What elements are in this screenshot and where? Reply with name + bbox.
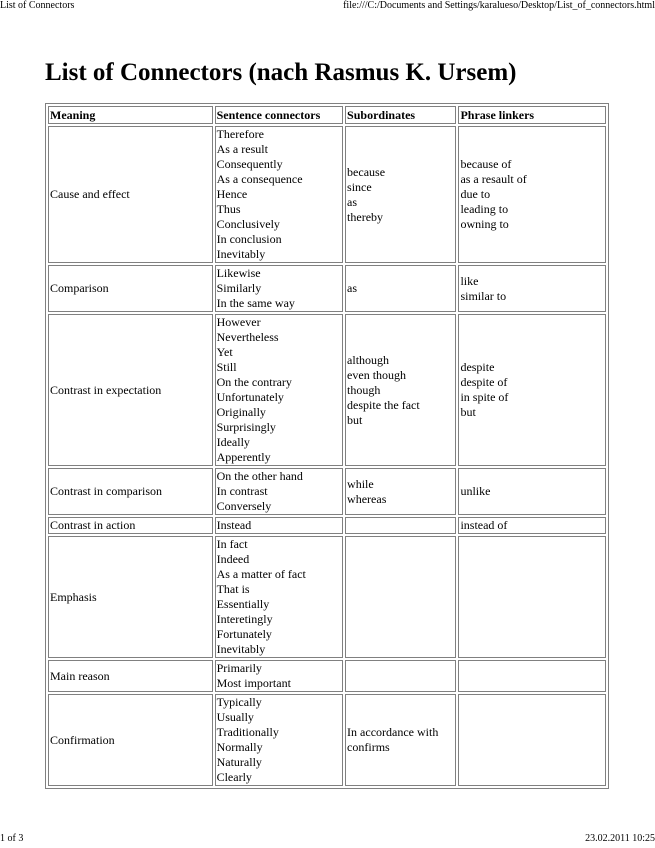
- list-item: Hence: [216, 187, 248, 201]
- print-footer-datetime: 23.02.2011 10:25: [585, 833, 655, 844]
- list-item: In the same way: [216, 296, 295, 310]
- list-item: Fortunately: [216, 627, 272, 641]
- list-item: Therefore: [216, 127, 264, 141]
- list-item: Conversely: [216, 499, 272, 513]
- list-item: Thus: [216, 202, 241, 216]
- list-item: due to: [460, 187, 491, 201]
- cell-meaning: Comparison: [48, 265, 213, 312]
- list-item: Typically: [216, 695, 262, 709]
- cell-phrase-linkers: [458, 694, 606, 786]
- cell-sentence-connectors: [215, 126, 343, 263]
- list-item: On the contrary: [216, 375, 292, 389]
- table-header-row: [48, 106, 606, 124]
- print-header-title: List of Connectors: [0, 0, 75, 11]
- list-item: Ideally: [216, 435, 250, 449]
- list-item: In conclusion: [216, 232, 282, 246]
- list-item: since: [347, 179, 372, 194]
- cell-sentence-connectors: [215, 660, 343, 692]
- list-item: as a resault of: [460, 172, 527, 186]
- list-item: On the other hand: [216, 469, 303, 483]
- list-item: Primarily: [216, 661, 262, 675]
- list-item: thereby: [347, 209, 384, 224]
- list-item: Originally: [216, 405, 266, 419]
- cell-phrase-linkers: [458, 126, 606, 263]
- list-item: Yet: [216, 345, 233, 359]
- list-item: Naturally: [216, 755, 262, 769]
- list-item: Still: [216, 360, 237, 374]
- list-item: but: [347, 412, 363, 427]
- list-item: Usually: [216, 710, 254, 724]
- cell-meaning: Contrast in comparison: [48, 468, 213, 515]
- cell-subordinates: [345, 126, 456, 263]
- list-item: As a consequence: [216, 172, 303, 186]
- list-item: Apperently: [216, 450, 271, 464]
- list-item: while: [347, 476, 374, 491]
- cell-meaning: Emphasis: [48, 536, 213, 658]
- cell-phrase-linkers: [458, 265, 606, 312]
- cell-subordinates: [345, 517, 456, 534]
- list-item: Inevitably: [216, 247, 266, 261]
- cell-sentence-connectors: [215, 536, 343, 658]
- list-item: Surprisingly: [216, 420, 276, 434]
- list-item: Likewise: [216, 266, 261, 280]
- list-item: As a matter of fact: [216, 567, 306, 581]
- cell-phrase-linkers: [458, 517, 606, 534]
- list-item: whereas: [347, 491, 387, 506]
- cell-phrase-linkers: [458, 536, 606, 658]
- cell-sentence-connectors: [215, 694, 343, 786]
- cell-meaning: Cause and effect: [48, 126, 213, 263]
- print-footer-page-number: 1 of 3: [0, 833, 24, 844]
- list-item: Indeed: [216, 552, 250, 566]
- header-meaning: Meaning: [48, 106, 213, 124]
- table-row: [48, 517, 606, 534]
- list-item: Instead: [216, 518, 252, 532]
- list-item: similar to: [460, 288, 507, 303]
- table-row: [48, 660, 606, 692]
- list-item: confirms: [347, 740, 390, 754]
- list-item: because of: [460, 157, 512, 171]
- cell-subordinates: [345, 536, 456, 658]
- list-item: leading to: [460, 202, 509, 216]
- list-item: like: [460, 273, 479, 288]
- list-item: but: [460, 405, 476, 419]
- table-row: [48, 314, 606, 466]
- list-item: Interetingly: [216, 612, 273, 626]
- table-row: [48, 694, 606, 786]
- list-item: despite: [460, 360, 495, 374]
- cell-subordinates: [345, 660, 456, 692]
- list-item: Unfortunately: [216, 390, 284, 404]
- header-subordinates: Subordinates: [345, 106, 456, 124]
- list-item: That is: [216, 582, 250, 596]
- cell-phrase-linkers: [458, 468, 606, 515]
- list-item: in spite of: [460, 390, 509, 404]
- table-row: [48, 126, 606, 263]
- page-title: List of Connectors (nach Rasmus K. Ursem): [45, 59, 517, 86]
- header-phrase-linkers: Phrase linkers: [458, 106, 606, 124]
- table-row: [48, 468, 606, 515]
- list-item: despite the fact: [347, 397, 420, 412]
- cell-subordinates: [345, 265, 456, 312]
- table-row: [48, 265, 606, 312]
- cell-meaning: Contrast in expectation: [48, 314, 213, 466]
- table-row: [48, 536, 606, 658]
- list-item: In contrast: [216, 484, 268, 498]
- cell-sentence-connectors: [215, 265, 343, 312]
- cell-meaning: Contrast in action: [48, 517, 213, 534]
- list-item: Consequently: [216, 157, 283, 171]
- cell-meaning: Confirmation: [48, 694, 213, 786]
- list-item: Most important: [216, 676, 291, 690]
- list-item: even though: [347, 367, 407, 382]
- cell-subordinates: [345, 468, 456, 515]
- list-item: Traditionally: [216, 725, 279, 739]
- list-item: Essentially: [216, 597, 270, 611]
- cell-phrase-linkers: [458, 660, 606, 692]
- list-item: Inevitably: [216, 642, 266, 656]
- cell-sentence-connectors: [215, 314, 343, 466]
- list-item: as: [347, 194, 358, 209]
- cell-phrase-linkers: [458, 314, 606, 466]
- table-body: [48, 126, 606, 786]
- list-item: Normally: [216, 740, 263, 754]
- list-item: In accordance with: [347, 725, 439, 739]
- list-item: because: [347, 164, 386, 179]
- list-item: instead of: [460, 518, 508, 532]
- header-sentence-connectors: Sentence connectors: [215, 106, 343, 124]
- print-header-url: file:///C:/Documents and Settings/karalueso/Desktop/List_of_connectors.html: [343, 0, 655, 11]
- list-item: although: [347, 352, 390, 367]
- list-item: As a result: [216, 142, 268, 156]
- list-item: Clearly: [216, 770, 252, 784]
- list-item: In fact: [216, 537, 248, 551]
- list-item: Similarly: [216, 281, 262, 295]
- connectors-table: [45, 103, 609, 789]
- list-item: However: [216, 315, 261, 329]
- cell-meaning: Main reason: [48, 660, 213, 692]
- list-item: Conclusively: [216, 217, 280, 231]
- list-item: as: [347, 281, 358, 295]
- list-item: despite of: [460, 375, 508, 389]
- cell-sentence-connectors: [215, 468, 343, 515]
- cell-subordinates: [345, 314, 456, 466]
- list-item: though: [347, 382, 381, 397]
- list-item: Nevertheless: [216, 330, 279, 344]
- cell-sentence-connectors: [215, 517, 343, 534]
- list-item: owning to: [460, 217, 509, 231]
- list-item: unlike: [460, 484, 491, 498]
- cell-subordinates: [345, 694, 456, 786]
